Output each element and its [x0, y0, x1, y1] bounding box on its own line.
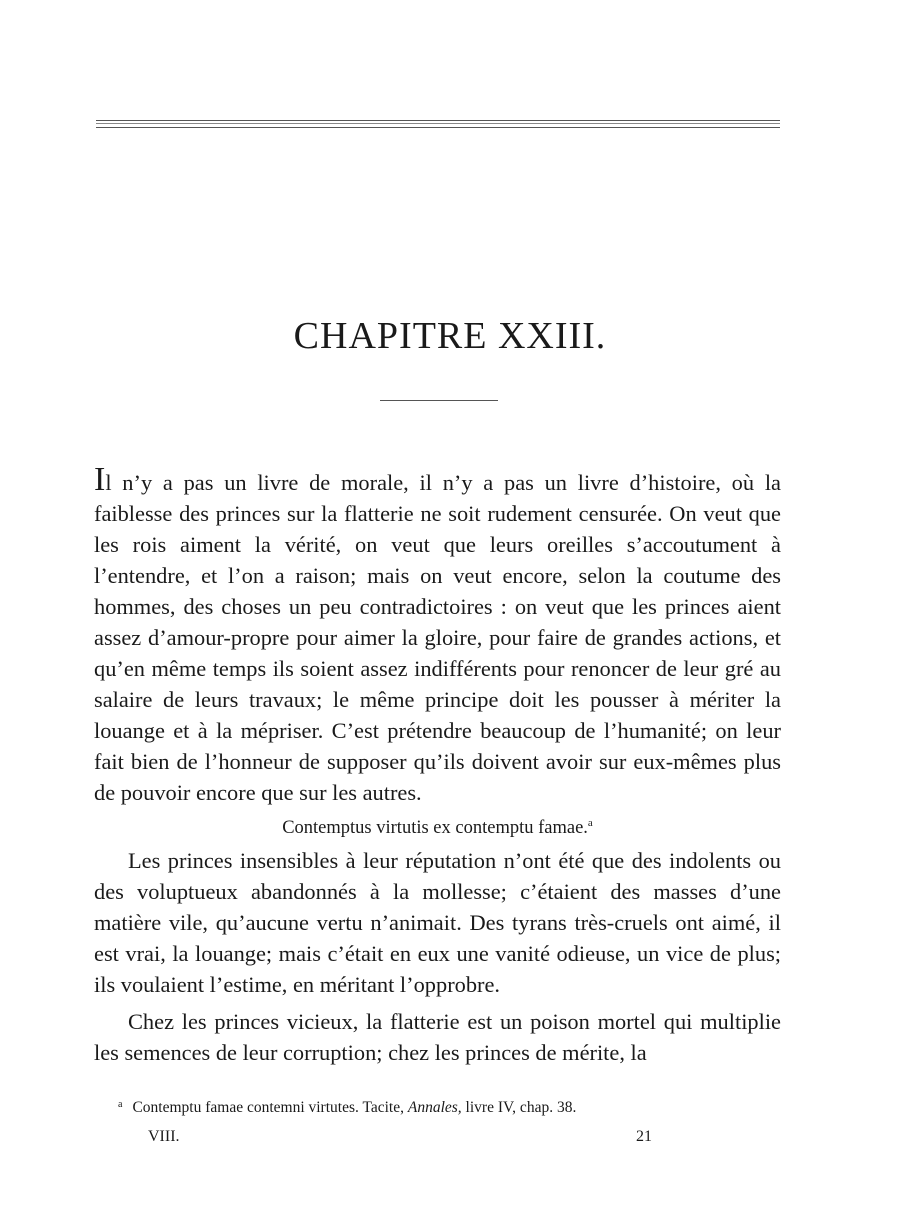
paragraph-3: Chez les princes vicieux, la flatterie est un poison mortel qui multiplie les semences de leur corruption; chez les princes de mérite, la: [94, 1009, 781, 1065]
page-number: 21: [636, 1128, 652, 1145]
footnote: [118, 1099, 778, 1117]
latin-quotation: [94, 810, 781, 841]
footnote-work-title: Annales,: [407, 1099, 462, 1116]
printer-signature: VIII.: [148, 1128, 180, 1145]
title-divider: [380, 400, 498, 401]
footnote-mark: a: [118, 1099, 123, 1110]
footnote-text: Contemptu famae contemni virtutes. Tacite,: [132, 1099, 408, 1116]
footnote-citation: livre IV, chap. 38.: [461, 1099, 577, 1116]
drop-cap: I: [94, 461, 106, 498]
body-text: [94, 461, 781, 1068]
footnote-reference: a: [587, 817, 593, 829]
paragraph-1: [94, 461, 781, 808]
quotation-text: Contemptus virtutis ex contemptu famae.: [282, 818, 588, 838]
paragraph-2: Les princes insensibles à leur réputation n’ont été que des indolents ou des voluptueux abandonnés à la mollesse; c’étaient des masses d’une matière vile, qu’aucune vertu n’animait. Des tyrans très-cruels ont aimé, il est vrai, la louange; mais c’était en eux une vanité odieuse, un vice de plus; ils voulaient l’estime, en méritant l’opprobre.: [94, 848, 781, 997]
chapter-title: CHAPITRE XXIII.: [293, 315, 607, 357]
paragraph-1-text: l n’y a pas un livre de morale, il n’y a pas un livre d’histoire, où la faiblesse des princes sur la flatterie ne soit rudement censurée. On veut que les rois aiment la vérité, on veut que leurs oreilles s’accoutument à l’entendre, et l’on a raison; mais on veut encore, selon la coutume des hommes, des choses un peu contradictoires : on veut que les princes aient assez d’amour-propre pour aimer la gloire, pour faire de grandes actions, et qu’en même temps ils soient assez indifférents pour renoncer de leur gré au salaire de leurs travaux; le même principe doit les pousser à mériter la louange et à la mépriser. C’est prétendre beaucoup de l’humanité; on leur fait bien de l’honneur de supposer qu’ils doivent avoir sur eux-mêmes plus de pouvoir encore que sur les autres.: [94, 470, 781, 805]
header-double-rule: [96, 120, 780, 128]
